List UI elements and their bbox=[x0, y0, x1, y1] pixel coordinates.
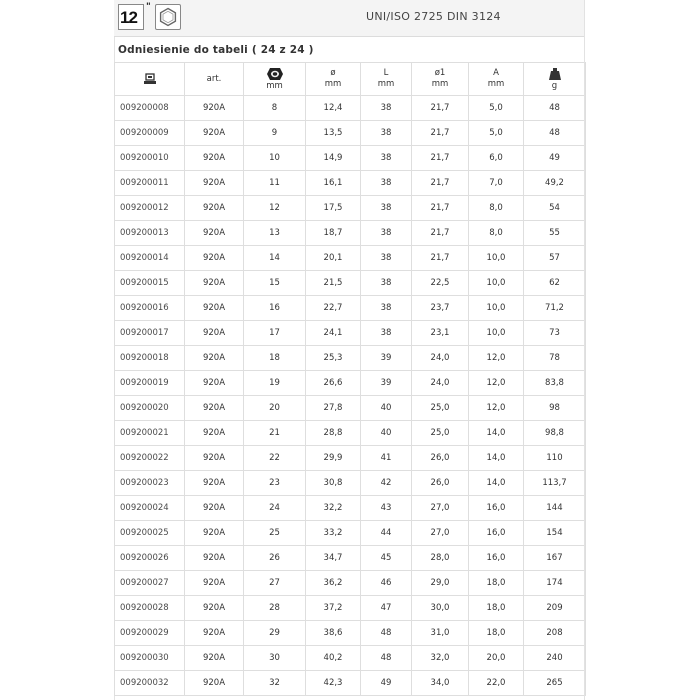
cell-weight: 57 bbox=[524, 246, 586, 271]
cell-diameter1: 25,0 bbox=[412, 396, 469, 421]
cell-length: 38 bbox=[361, 296, 412, 321]
cell-hex-size: 29 bbox=[244, 621, 306, 646]
cell-catalog-number: 009200009 bbox=[115, 121, 185, 146]
cell-hex-size: 18 bbox=[244, 346, 306, 371]
cell-weight: 209 bbox=[524, 596, 586, 621]
table-row bbox=[115, 671, 586, 696]
header-length-label: L bbox=[383, 68, 389, 78]
cell-diameter: 40,2 bbox=[306, 646, 361, 671]
cell-catalog-number: 009200013 bbox=[115, 221, 185, 246]
cell-weight: 62 bbox=[524, 271, 586, 296]
cell-article: 920A bbox=[185, 146, 244, 171]
cell-catalog-number: 009200015 bbox=[115, 271, 185, 296]
cell-diameter1: 24,0 bbox=[412, 346, 469, 371]
table-row bbox=[115, 321, 586, 346]
cell-length: 48 bbox=[361, 646, 412, 671]
header-a-unit: mm bbox=[487, 79, 505, 89]
cell-length: 49 bbox=[361, 671, 412, 696]
cell-catalog-number: 009200011 bbox=[115, 171, 185, 196]
cell-length: 38 bbox=[361, 96, 412, 121]
cell-article: 920A bbox=[185, 121, 244, 146]
drive-size-label: 12 bbox=[120, 8, 137, 27]
cell-article: 920A bbox=[185, 196, 244, 221]
product-sheet bbox=[114, 0, 585, 700]
cell-length: 42 bbox=[361, 471, 412, 496]
table-row bbox=[115, 571, 586, 596]
table-row bbox=[115, 246, 586, 271]
cell-diameter: 37,2 bbox=[306, 596, 361, 621]
table-header-row bbox=[115, 63, 586, 96]
cell-diameter1: 31,0 bbox=[412, 621, 469, 646]
cell-diameter: 32,2 bbox=[306, 496, 361, 521]
cell-weight: 208 bbox=[524, 621, 586, 646]
cell-a: 6,0 bbox=[469, 146, 524, 171]
cell-article: 920A bbox=[185, 371, 244, 396]
table-row bbox=[115, 596, 586, 621]
table-row bbox=[115, 421, 586, 446]
cell-hex-size: 12 bbox=[244, 196, 306, 221]
cell-diameter1: 29,0 bbox=[412, 571, 469, 596]
cell-catalog-number: 009200017 bbox=[115, 321, 185, 346]
cell-a: 14,0 bbox=[469, 446, 524, 471]
cell-diameter1: 23,7 bbox=[412, 296, 469, 321]
header-article-label: art. bbox=[206, 73, 222, 84]
cell-article: 920A bbox=[185, 296, 244, 321]
cell-length: 38 bbox=[361, 171, 412, 196]
header-length bbox=[361, 63, 412, 96]
hex-socket-icon bbox=[155, 4, 181, 30]
cell-diameter: 22,7 bbox=[306, 296, 361, 321]
cell-weight: 48 bbox=[524, 96, 586, 121]
cell-length: 38 bbox=[361, 221, 412, 246]
cell-weight: 49,2 bbox=[524, 171, 586, 196]
cell-diameter: 29,9 bbox=[306, 446, 361, 471]
cell-article: 920A bbox=[185, 496, 244, 521]
cell-hex-size: 24 bbox=[244, 496, 306, 521]
cell-a: 5,0 bbox=[469, 96, 524, 121]
header-diameter-label: ø bbox=[330, 68, 336, 78]
cell-length: 38 bbox=[361, 321, 412, 346]
table-reference: Odniesienie do tabeli ( 24 z 24 ) bbox=[118, 44, 314, 56]
cell-length: 40 bbox=[361, 421, 412, 446]
cell-catalog-number: 009200014 bbox=[115, 246, 185, 271]
cell-length: 39 bbox=[361, 371, 412, 396]
table-row bbox=[115, 546, 586, 571]
header-hex-size bbox=[244, 63, 306, 96]
cell-length: 43 bbox=[361, 496, 412, 521]
cell-diameter1: 21,7 bbox=[412, 246, 469, 271]
cell-a: 10,0 bbox=[469, 321, 524, 346]
cell-article: 920A bbox=[185, 421, 244, 446]
cell-diameter1: 26,0 bbox=[412, 446, 469, 471]
cell-weight: 98 bbox=[524, 396, 586, 421]
cell-catalog-number: 009200012 bbox=[115, 196, 185, 221]
cell-catalog-number: 009200025 bbox=[115, 521, 185, 546]
cell-a: 20,0 bbox=[469, 646, 524, 671]
cell-diameter: 16,1 bbox=[306, 171, 361, 196]
cell-hex-size: 25 bbox=[244, 521, 306, 546]
cell-hex-size: 13 bbox=[244, 221, 306, 246]
header-weight-unit: g bbox=[551, 80, 558, 91]
cell-diameter: 36,2 bbox=[306, 571, 361, 596]
header-article bbox=[185, 63, 244, 96]
cell-catalog-number: 009200019 bbox=[115, 371, 185, 396]
cell-diameter: 38,6 bbox=[306, 621, 361, 646]
cell-length: 38 bbox=[361, 271, 412, 296]
cell-diameter1: 25,0 bbox=[412, 421, 469, 446]
cell-a: 14,0 bbox=[469, 421, 524, 446]
cell-weight: 110 bbox=[524, 446, 586, 471]
cell-diameter: 12,4 bbox=[306, 96, 361, 121]
cell-catalog-number: 009200030 bbox=[115, 646, 185, 671]
cell-article: 920A bbox=[185, 396, 244, 421]
cell-a: 16,0 bbox=[469, 521, 524, 546]
table-row bbox=[115, 621, 586, 646]
cell-hex-size: 16 bbox=[244, 296, 306, 321]
table-row bbox=[115, 396, 586, 421]
cell-weight: 55 bbox=[524, 221, 586, 246]
product-table bbox=[114, 62, 586, 696]
header-length-unit: mm bbox=[377, 79, 395, 89]
cell-hex-size: 30 bbox=[244, 646, 306, 671]
header-a-label: A bbox=[493, 68, 499, 78]
cell-a: 8,0 bbox=[469, 221, 524, 246]
cell-article: 920A bbox=[185, 96, 244, 121]
cell-diameter: 33,2 bbox=[306, 521, 361, 546]
cell-hex-size: 27 bbox=[244, 571, 306, 596]
cell-catalog-number: 009200016 bbox=[115, 296, 185, 321]
cell-a: 10,0 bbox=[469, 271, 524, 296]
table-row bbox=[115, 521, 586, 546]
cell-weight: 265 bbox=[524, 671, 586, 696]
inch-mark: " bbox=[146, 2, 151, 12]
table-row bbox=[115, 496, 586, 521]
cell-catalog-number: 009200032 bbox=[115, 671, 185, 696]
catalog-number-icon bbox=[143, 73, 157, 85]
table-row bbox=[115, 646, 586, 671]
cell-article: 920A bbox=[185, 171, 244, 196]
cell-article: 920A bbox=[185, 471, 244, 496]
weight-icon bbox=[548, 67, 562, 81]
header-bar bbox=[114, 0, 585, 37]
cell-diameter1: 30,0 bbox=[412, 596, 469, 621]
cell-length: 45 bbox=[361, 546, 412, 571]
cell-hex-size: 15 bbox=[244, 271, 306, 296]
cell-diameter: 30,8 bbox=[306, 471, 361, 496]
cell-length: 44 bbox=[361, 521, 412, 546]
cell-article: 920A bbox=[185, 596, 244, 621]
cell-weight: 54 bbox=[524, 196, 586, 221]
cell-catalog-number: 009200028 bbox=[115, 596, 185, 621]
cell-hex-size: 28 bbox=[244, 596, 306, 621]
cell-a: 5,0 bbox=[469, 121, 524, 146]
cell-diameter1: 34,0 bbox=[412, 671, 469, 696]
cell-weight: 144 bbox=[524, 496, 586, 521]
cell-article: 920A bbox=[185, 271, 244, 296]
cell-a: 18,0 bbox=[469, 621, 524, 646]
cell-a: 12,0 bbox=[469, 396, 524, 421]
header-weight bbox=[524, 63, 586, 96]
cell-a: 12,0 bbox=[469, 371, 524, 396]
cell-catalog-number: 009200010 bbox=[115, 146, 185, 171]
cell-hex-size: 19 bbox=[244, 371, 306, 396]
cell-weight: 49 bbox=[524, 146, 586, 171]
table-row bbox=[115, 371, 586, 396]
cell-weight: 113,7 bbox=[524, 471, 586, 496]
cell-diameter1: 21,7 bbox=[412, 221, 469, 246]
cell-diameter: 24,1 bbox=[306, 321, 361, 346]
cell-hex-size: 22 bbox=[244, 446, 306, 471]
table-row bbox=[115, 121, 586, 146]
cell-hex-size: 26 bbox=[244, 546, 306, 571]
cell-a: 22,0 bbox=[469, 671, 524, 696]
cell-length: 38 bbox=[361, 196, 412, 221]
cell-hex-size: 23 bbox=[244, 471, 306, 496]
cell-diameter: 42,3 bbox=[306, 671, 361, 696]
cell-a: 18,0 bbox=[469, 596, 524, 621]
cell-a: 16,0 bbox=[469, 496, 524, 521]
cell-hex-size: 11 bbox=[244, 171, 306, 196]
cell-diameter: 13,5 bbox=[306, 121, 361, 146]
cell-weight: 83,8 bbox=[524, 371, 586, 396]
cell-diameter1: 27,0 bbox=[412, 496, 469, 521]
cell-diameter: 14,9 bbox=[306, 146, 361, 171]
cell-catalog-number: 009200023 bbox=[115, 471, 185, 496]
cell-diameter1: 21,7 bbox=[412, 171, 469, 196]
cell-diameter: 26,6 bbox=[306, 371, 361, 396]
cell-a: 7,0 bbox=[469, 171, 524, 196]
cell-length: 40 bbox=[361, 396, 412, 421]
cell-article: 920A bbox=[185, 446, 244, 471]
cell-diameter1: 21,7 bbox=[412, 96, 469, 121]
table-row bbox=[115, 271, 586, 296]
cell-hex-size: 8 bbox=[244, 96, 306, 121]
cell-hex-size: 32 bbox=[244, 671, 306, 696]
cell-weight: 167 bbox=[524, 546, 586, 571]
cell-diameter1: 23,1 bbox=[412, 321, 469, 346]
table-row bbox=[115, 346, 586, 371]
header-diameter1-label: ø1 bbox=[434, 68, 446, 78]
table-row bbox=[115, 196, 586, 221]
table-row bbox=[115, 146, 586, 171]
cell-diameter1: 32,0 bbox=[412, 646, 469, 671]
cell-article: 920A bbox=[185, 321, 244, 346]
cell-catalog-number: 009200022 bbox=[115, 446, 185, 471]
cell-diameter1: 22,5 bbox=[412, 271, 469, 296]
cell-article: 920A bbox=[185, 346, 244, 371]
cell-diameter: 25,3 bbox=[306, 346, 361, 371]
cell-weight: 240 bbox=[524, 646, 586, 671]
cell-diameter1: 21,7 bbox=[412, 121, 469, 146]
cell-length: 47 bbox=[361, 596, 412, 621]
table-row bbox=[115, 446, 586, 471]
cell-length: 41 bbox=[361, 446, 412, 471]
cell-a: 18,0 bbox=[469, 571, 524, 596]
cell-catalog-number: 009200021 bbox=[115, 421, 185, 446]
cell-a: 10,0 bbox=[469, 296, 524, 321]
cell-article: 920A bbox=[185, 671, 244, 696]
cell-length: 48 bbox=[361, 621, 412, 646]
table-row bbox=[115, 171, 586, 196]
cell-hex-size: 17 bbox=[244, 321, 306, 346]
cell-catalog-number: 009200008 bbox=[115, 96, 185, 121]
table-row bbox=[115, 96, 586, 121]
cell-weight: 98,8 bbox=[524, 421, 586, 446]
cell-article: 920A bbox=[185, 546, 244, 571]
cell-weight: 48 bbox=[524, 121, 586, 146]
cell-length: 46 bbox=[361, 571, 412, 596]
cell-length: 38 bbox=[361, 121, 412, 146]
cell-diameter: 21,5 bbox=[306, 271, 361, 296]
table-row bbox=[115, 296, 586, 321]
table-row bbox=[115, 471, 586, 496]
cell-catalog-number: 009200024 bbox=[115, 496, 185, 521]
cell-hex-size: 21 bbox=[244, 421, 306, 446]
standard-label: UNI/ISO 2725 DIN 3124 bbox=[366, 10, 501, 23]
table-row bbox=[115, 221, 586, 246]
cell-hex-size: 10 bbox=[244, 146, 306, 171]
cell-length: 39 bbox=[361, 346, 412, 371]
cell-article: 920A bbox=[185, 571, 244, 596]
drive-size-badge bbox=[118, 4, 144, 30]
hex-nut-icon bbox=[266, 67, 284, 81]
cell-weight: 73 bbox=[524, 321, 586, 346]
cell-diameter1: 24,0 bbox=[412, 371, 469, 396]
cell-hex-size: 20 bbox=[244, 396, 306, 421]
cell-diameter1: 28,0 bbox=[412, 546, 469, 571]
cell-a: 8,0 bbox=[469, 196, 524, 221]
cell-article: 920A bbox=[185, 221, 244, 246]
cell-catalog-number: 009200026 bbox=[115, 546, 185, 571]
header-a bbox=[469, 63, 524, 96]
cell-article: 920A bbox=[185, 521, 244, 546]
cell-diameter: 18,7 bbox=[306, 221, 361, 246]
cell-diameter1: 21,7 bbox=[412, 146, 469, 171]
cell-diameter: 27,8 bbox=[306, 396, 361, 421]
cell-a: 10,0 bbox=[469, 246, 524, 271]
cell-article: 920A bbox=[185, 621, 244, 646]
cell-diameter: 20,1 bbox=[306, 246, 361, 271]
cell-catalog-number: 009200018 bbox=[115, 346, 185, 371]
cell-catalog-number: 009200020 bbox=[115, 396, 185, 421]
cell-diameter: 34,7 bbox=[306, 546, 361, 571]
cell-length: 38 bbox=[361, 246, 412, 271]
cell-catalog-number: 009200029 bbox=[115, 621, 185, 646]
cell-hex-size: 14 bbox=[244, 246, 306, 271]
cell-length: 38 bbox=[361, 146, 412, 171]
cell-a: 16,0 bbox=[469, 546, 524, 571]
header-diameter1-unit: mm bbox=[431, 79, 449, 89]
header-diameter1 bbox=[412, 63, 469, 96]
cell-article: 920A bbox=[185, 246, 244, 271]
header-diameter-unit: mm bbox=[324, 79, 342, 89]
cell-a: 14,0 bbox=[469, 471, 524, 496]
cell-article: 920A bbox=[185, 646, 244, 671]
cell-weight: 174 bbox=[524, 571, 586, 596]
cell-weight: 71,2 bbox=[524, 296, 586, 321]
cell-diameter: 28,8 bbox=[306, 421, 361, 446]
cell-diameter: 17,5 bbox=[306, 196, 361, 221]
cell-weight: 154 bbox=[524, 521, 586, 546]
cell-diameter1: 26,0 bbox=[412, 471, 469, 496]
header-diameter bbox=[306, 63, 361, 96]
cell-diameter1: 27,0 bbox=[412, 521, 469, 546]
cell-a: 12,0 bbox=[469, 346, 524, 371]
header-catalog-number bbox=[115, 63, 185, 96]
cell-hex-size: 9 bbox=[244, 121, 306, 146]
cell-weight: 78 bbox=[524, 346, 586, 371]
cell-catalog-number: 009200027 bbox=[115, 571, 185, 596]
header-hex-size-unit: mm bbox=[266, 80, 283, 91]
cell-diameter1: 21,7 bbox=[412, 196, 469, 221]
